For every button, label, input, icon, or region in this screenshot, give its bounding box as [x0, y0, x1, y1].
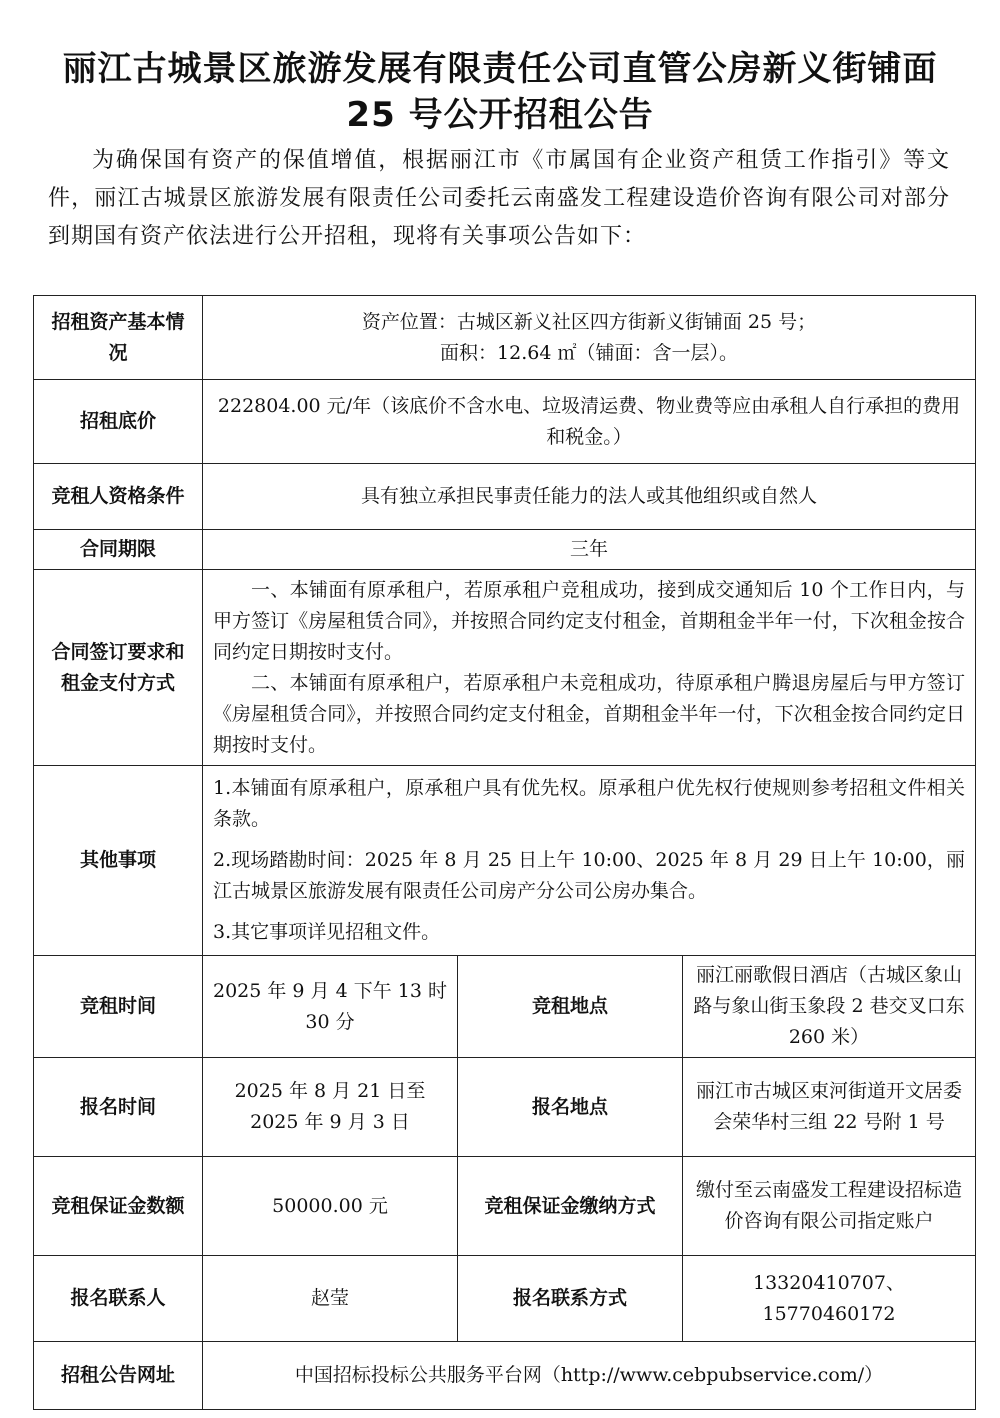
contact-person-label: 报名联系人 — [34, 1256, 203, 1342]
contract-row — [34, 570, 976, 766]
other-item-3: 3.其它事项详见招租文件。 — [213, 921, 441, 943]
asset-area: 面积：12.64 ㎡（铺面：含一层）。 — [440, 341, 738, 364]
qualification-row — [34, 464, 976, 530]
bid-time-value: 2025 年 9 月 4 下午 13 时 30 分 — [203, 956, 458, 1058]
website-row — [34, 1342, 976, 1410]
bid-time-label: 竞租时间 — [34, 956, 203, 1058]
other-value — [203, 766, 976, 956]
base-price-value: 222804.00 元/年（该底价不含水电、垃圾清运费、物业费等应由承租人自行承担的费用和税金。） — [203, 380, 976, 464]
term-value: 三年 — [203, 530, 976, 570]
contact-row — [34, 1256, 976, 1342]
bid-row — [34, 956, 976, 1058]
contact-phone-label: 报名联系方式 — [458, 1256, 683, 1342]
website-label: 招租公告网址 — [34, 1342, 203, 1410]
intro-paragraph: 为确保国有资产的保值增值，根据丽江市《市属国有企业资产租赁工作指引》等文件，丽江古城景区旅游发展有限责任公司委托云南盛发工程建设造价咨询有限公司对部分到期国有资产依法进行公开招租，现将有关事项公告如下： — [48, 148, 950, 249]
bid-place-value: 丽江丽歌假日酒店（古城区象山路与象山街玉象段 2 巷交叉口东 260 米） — [683, 956, 976, 1058]
qualification-value: 具有独立承担民事责任能力的法人或其他组织或自然人 — [203, 464, 976, 530]
other-row — [34, 766, 976, 956]
contract-clause-2: 二、本铺面有原承租户，若原承租户未竞租成功，待原承租户腾退房屋后与甲方签订《房屋租赁合同》，并按照合同约定支付租金，首期租金半年一付，下次租金按合同约定日期按时支付。 — [213, 671, 965, 756]
register-place-value: 丽江市古城区束河街道开文居委会荣华村三组 22 号附 1 号 — [683, 1058, 976, 1157]
deposit-method-label: 竞租保证金缴纳方式 — [458, 1157, 683, 1256]
register-time-value: 2025 年 8 月 21 日至 2025 年 9 月 3 日 — [203, 1058, 458, 1157]
website-value[interactable]: 中国招标投标公共服务平台网（http://www.cebpubservice.com/） — [203, 1342, 976, 1410]
register-time-label: 报名时间 — [34, 1058, 203, 1157]
base-price-row — [34, 380, 976, 464]
deposit-method-value: 缴付至云南盛发工程建设招标造价咨询有限公司指定账户 — [683, 1157, 976, 1256]
contact-phone-value: 13320410707、15770460172 — [683, 1256, 976, 1342]
other-label: 其他事项 — [34, 766, 203, 956]
asset-label: 招租资产基本情况 — [34, 296, 203, 380]
notice-title: 丽江古城景区旅游发展有限责任公司直管公房新义街铺面 25 号公开招租公告 — [62, 49, 938, 135]
contract-label: 合同签订要求和租金支付方式 — [34, 570, 203, 766]
base-price-label: 招租底价 — [34, 380, 203, 464]
asset-value — [203, 296, 976, 380]
asset-row — [34, 296, 976, 380]
bid-place-label: 竞租地点 — [458, 956, 683, 1058]
register-place-label: 报名地点 — [458, 1058, 683, 1157]
tender-info-table — [33, 295, 976, 1410]
contract-clause-1: 一、本铺面有原承租户，若原承租户竞租成功，接到成交通知后 10 个工作日内，与甲方签订《房屋租赁合同》，并按照合同约定支付租金，首期租金半年一付，下次租金按合同约定日期按时支付。 — [213, 578, 965, 663]
term-row — [34, 530, 976, 570]
qualification-label: 竞租人资格条件 — [34, 464, 203, 530]
contact-person-value: 赵莹 — [203, 1256, 458, 1342]
other-item-1: 1.本铺面有原承租户，原承租户具有优先权。原承租户优先权行使规则参考招租文件相关条款。 — [213, 777, 965, 830]
other-item-2: 2.现场踏勘时间：2025 年 8 月 25 日上午 10:00、2025 年 8 月 29 日上午 10:00，丽江古城景区旅游发展有限责任公司房产分公司公房办集合。 — [213, 849, 965, 902]
deposit-amount-label: 竞租保证金数额 — [34, 1157, 203, 1256]
asset-location: 资产位置：古城区新义社区四方街新义街铺面 25 号； — [361, 310, 817, 333]
deposit-row — [34, 1157, 976, 1256]
contract-value — [203, 570, 976, 766]
register-row — [34, 1058, 976, 1157]
term-label: 合同期限 — [34, 530, 203, 570]
deposit-amount-value: 50000.00 元 — [203, 1157, 458, 1256]
